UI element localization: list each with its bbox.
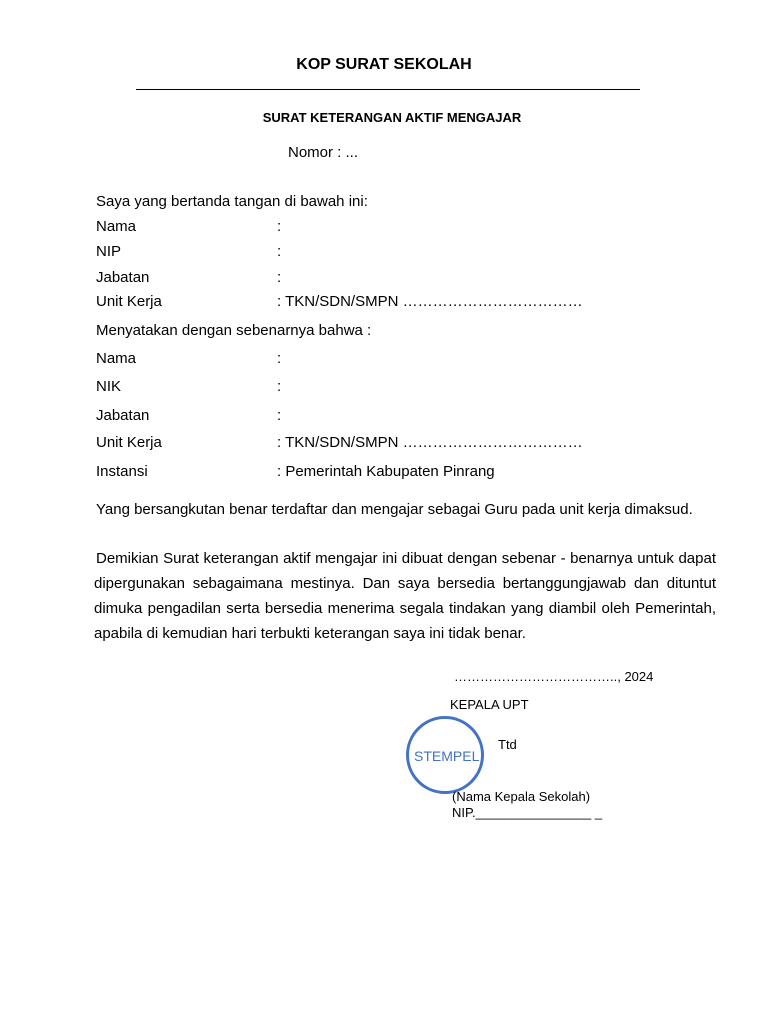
subject-unit-label: Unit Kerja <box>96 434 162 451</box>
signature-ttd: Ttd <box>498 737 517 752</box>
subject-intro: Menyatakan dengan sebenarnya bahwa : <box>96 322 372 339</box>
subject-nik-value: : <box>277 378 282 395</box>
signer-intro: Saya yang bertanda tangan di bawah ini: <box>96 193 368 210</box>
signer-position-value: : <box>277 269 282 286</box>
signer-unit-label: Unit Kerja <box>96 293 162 310</box>
signer-nip-label: NIP <box>96 243 122 260</box>
signature-position: KEPALA UPT <box>450 697 529 712</box>
signer-unit-value: : TKN/SDN/SMPN ……………………………… <box>277 293 583 310</box>
subject-agency-label: Instansi <box>96 463 148 480</box>
subject-name-label: Nama <box>96 350 137 367</box>
subject-name-value: : <box>277 350 282 367</box>
subject-agency-value: : Pemerintah Kabupaten Pinrang <box>277 463 495 480</box>
document-title: SURAT KETERANGAN AKTIF MENGAJAR <box>262 110 522 125</box>
subject-position-label: Jabatan <box>96 407 150 424</box>
signer-nip-placeholder: NIP.________________ _ <box>452 805 603 820</box>
statement-paragraph: Yang bersangkutan benar terdaftar dan mengajar sebagai Guru pada unit kerja dimaksud. <box>96 501 693 518</box>
closing-paragraph: Demikian Surat keterangan aktif mengajar ini dibuat dengan sebenar - benarnya untuk dapat dipergunakan sebagaimana mestinya. Dan saya bersedia bertanggungjawab dan dituntut dimuka pengadilan serta bersedia menerima segala tindakan yang diambil oleh Pemerintah, apabila di kemudian hari terbukti keterangan saya ini tidak benar. <box>94 550 716 642</box>
signer-name-value: : <box>277 218 282 235</box>
signer-position-label: Jabatan <box>96 269 150 286</box>
subject-nik-label: NIK <box>96 378 122 395</box>
signature-place-date: ……………………………….., 2024 <box>454 669 654 684</box>
signer-name-placeholder: (Nama Kepala Sekolah) <box>452 789 591 804</box>
signer-nip-value: : <box>277 243 282 260</box>
signer-name-label: Nama <box>96 218 137 235</box>
letterhead-title: KOP SURAT SEKOLAH <box>296 56 472 73</box>
stamp-label: STEMPEL <box>414 748 480 764</box>
subject-unit-value: : TKN/SDN/SMPN ……………………………… <box>277 434 583 451</box>
document-number: Nomor : ... <box>288 144 359 161</box>
letterhead-divider <box>136 89 640 90</box>
subject-position-value: : <box>277 407 282 424</box>
